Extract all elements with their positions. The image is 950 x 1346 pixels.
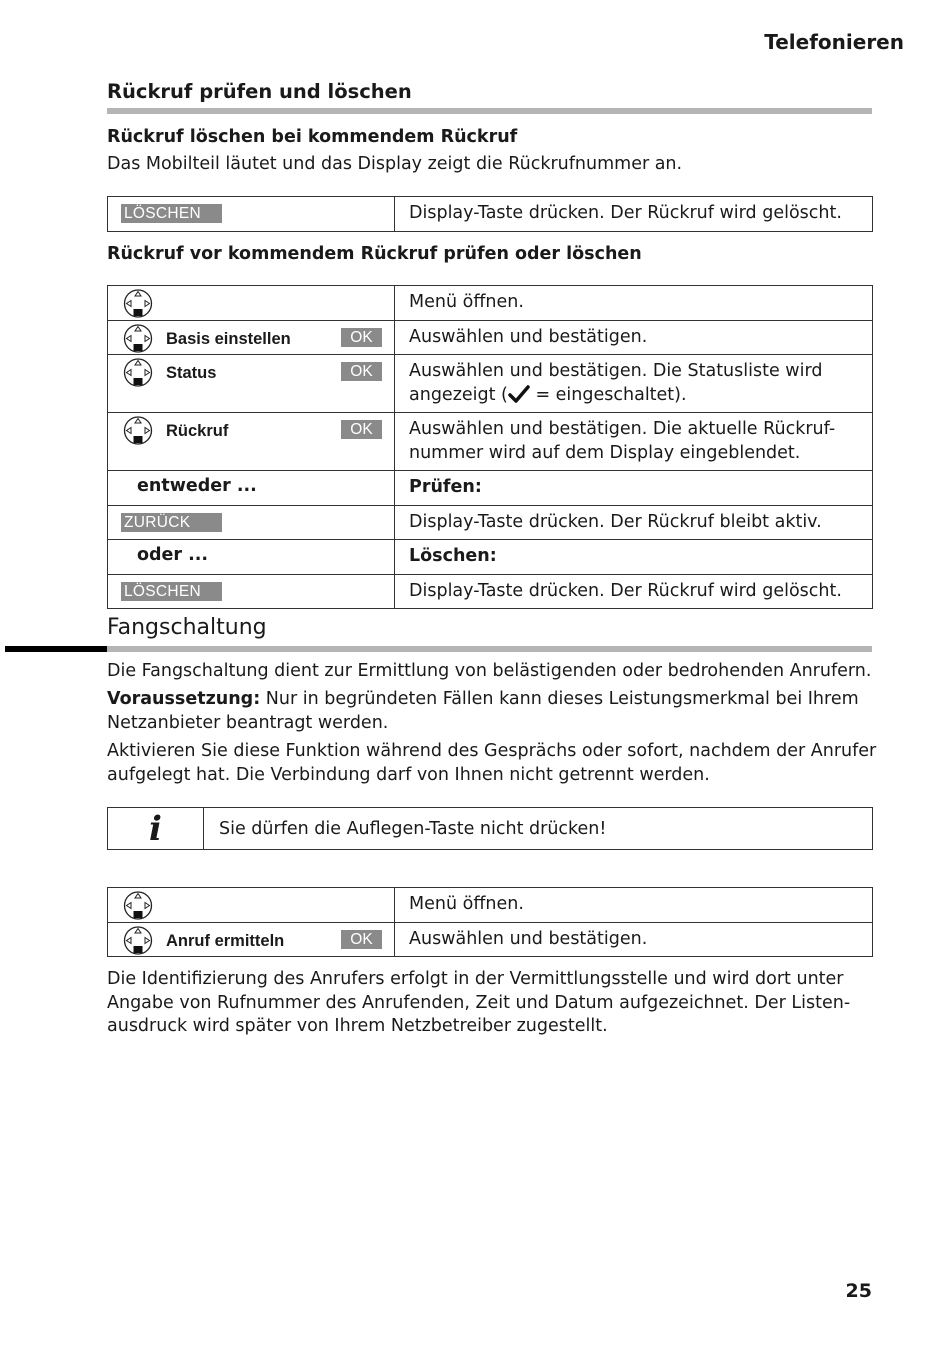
prerequisite-label: Voraussetzung: (107, 689, 261, 709)
step-row (108, 320, 873, 355)
softkey-zurueck[interactable]: ZURÜCK (121, 513, 222, 532)
ok-softkey[interactable]: OK (341, 328, 382, 347)
nav-key-icon[interactable] (123, 358, 153, 387)
menu-item-rueckruf: Rückruf (166, 422, 229, 440)
menu-item-anruf-ermitteln: Anruf ermitteln (166, 931, 285, 950)
section-rule (107, 646, 872, 652)
nav-key-icon[interactable] (123, 416, 153, 445)
trace-steps-table (107, 887, 873, 957)
subheading-before-callback: Rückruf vor kommendem Rückruf prüfen oder löschen (107, 244, 642, 264)
text-line: Die Identifizierung des Anrufers erfolgt in der Vermittlungsstelle und wird dort unter (107, 969, 844, 989)
incoming-steps-table (107, 196, 873, 232)
step-row (108, 540, 873, 575)
step-desc: Display-Taste drücken. Der Rückruf bleibt aktiv. (395, 505, 873, 540)
menu-item-basis-einstellen: Basis einstellen (166, 329, 291, 348)
running-header: Telefonieren (764, 30, 904, 54)
trace-result-text (107, 968, 907, 1039)
incoming-intro: Das Mobilteil läutet und das Display zeigt die Rückrufnummer an. (107, 154, 683, 174)
step-desc-line: nummer wird auf dem Display eingeblendet. (409, 442, 801, 463)
branch-title-delete: Löschen: (395, 540, 873, 575)
nav-key-icon[interactable] (123, 891, 153, 920)
step-row (108, 505, 873, 540)
section-rule-dark (5, 646, 107, 652)
checkmark-icon (508, 385, 530, 403)
note-box (107, 807, 873, 850)
prerequisite-text: Nur in begründeten Fällen kann dieses Leistungsmerkmal bei Ihrem Netzanbieter beantragt werden. (107, 689, 859, 733)
step-desc: Menü öffnen. (395, 286, 873, 321)
step-row (108, 197, 873, 232)
step-desc (395, 355, 873, 413)
step-desc-line: Auswählen und bestätigen. Die aktuelle Rückruf- (409, 419, 836, 439)
branch-title-check: Prüfen: (395, 471, 873, 506)
text-line: Angabe von Rufnummer des Anrufenden, Zeit und Datum aufgezeichnet. Der Listen- (107, 992, 851, 1013)
subheading-incoming-callback: Rückruf löschen bei kommendem Rückruf (107, 127, 518, 147)
step-desc-part: Auswählen und bestätigen. Die Statusliste wird angezeigt ( (409, 361, 823, 405)
note-text: Sie dürfen die Auflegen-Taste nicht drücken! (204, 808, 873, 850)
step-desc: Auswählen und bestätigen. (395, 320, 873, 355)
ok-softkey[interactable]: OK (341, 420, 382, 439)
trace-prerequisite (107, 688, 877, 735)
step-row (108, 574, 873, 609)
step-row (108, 888, 873, 923)
section-rule (107, 108, 872, 114)
info-icon: i (149, 808, 162, 849)
step-desc: Menü öffnen. (395, 888, 873, 923)
branch-either-label: entweder ... (137, 476, 257, 496)
step-desc-part: = eingeschaltet). (529, 384, 687, 405)
step-row (108, 413, 873, 471)
text-line: ausdruck wird später von Ihrem Netzbetreiber zugestellt. (107, 1016, 608, 1036)
trace-intro: Die Fangschaltung dient zur Ermittlung von belästigenden oder bedrohenden Anrufern. (107, 661, 872, 681)
step-desc: Display-Taste drücken. Der Rückruf wird gelöscht. (395, 574, 873, 609)
step-desc: Display-Taste drücken. Der Rückruf wird gelöscht. (395, 197, 873, 232)
page-number: 25 (845, 1280, 872, 1302)
ok-softkey[interactable]: OK (341, 362, 382, 381)
nav-key-icon[interactable] (123, 324, 153, 353)
step-row (108, 922, 873, 957)
branch-or-label: oder ... (137, 545, 209, 565)
step-desc: Auswählen und bestätigen. (395, 922, 873, 957)
section-title-trace: Fangschaltung (107, 615, 267, 640)
trace-activation-text: Aktivieren Sie diese Funktion während des Gesprächs oder sofort, nachdem der Anrufer aufgelegt hat. Die Verbindung darf von Ihnen nicht getrennt werden. (107, 741, 877, 785)
softkey-loeschen[interactable]: LÖSCHEN (121, 582, 222, 601)
before-steps-table (107, 285, 873, 609)
step-row (108, 471, 873, 506)
ok-softkey[interactable]: OK (341, 930, 382, 949)
softkey-loeschen[interactable]: LÖSCHEN (121, 204, 222, 223)
step-row (108, 355, 873, 413)
menu-item-status: Status (166, 364, 217, 382)
nav-key-icon[interactable] (123, 289, 153, 318)
step-desc (395, 413, 873, 471)
section-title-callback: Rückruf prüfen und löschen (107, 80, 412, 103)
step-row (108, 286, 873, 321)
nav-key-icon[interactable] (123, 926, 153, 955)
